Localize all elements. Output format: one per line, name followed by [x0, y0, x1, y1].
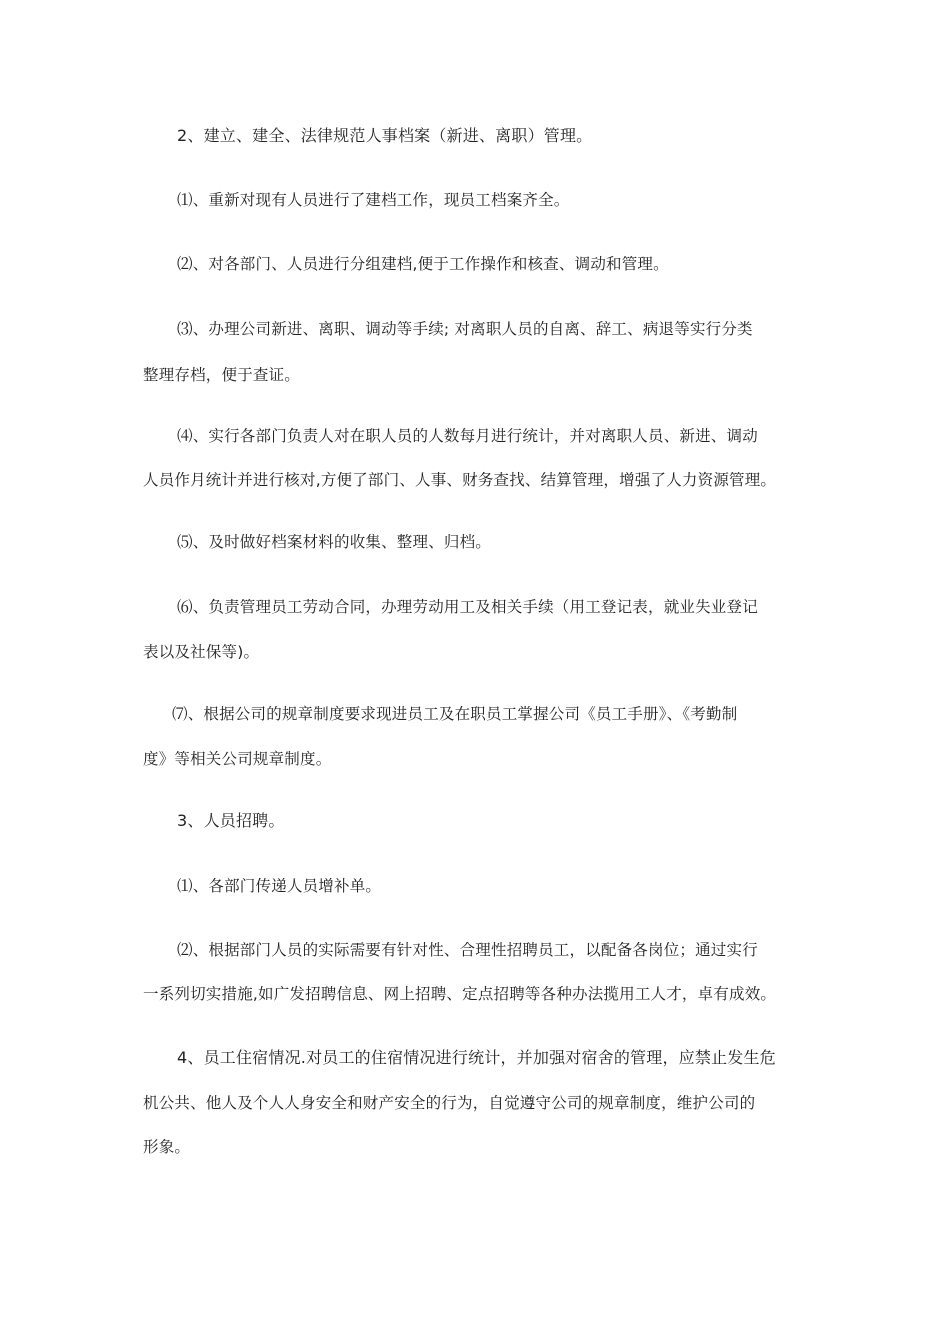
section-3-item-1: ⑴、各部门传递人员增补单。 [177, 877, 382, 895]
section-2-item-3-line-2: 整理存档，便于查证。 [143, 366, 301, 384]
section-2-item-7-line-1: ⑺、根据公司的规章制度要求现进员工及在职员工掌握公司《员工手册》、《考勤制 [172, 705, 738, 723]
section-2-item-4-line-1: ⑷、实行各部门负责人对在职人员的人数每月进行统计，并对离职人员、新进、调动 [177, 427, 758, 445]
section-3-item-2-line-1: ⑵、根据部门人员的实际需要有针对性、合理性招聘员工，以配备各岗位；通过实行 [177, 941, 758, 959]
section-4-line-2: 机公共、他人及个人人身安全和财产安全的行为，自觉遵守公司的规章制度，维护公司的 [143, 1094, 756, 1112]
section-3-item-2-line-2: 一系列切实措施,如广发招聘信息、网上招聘、定点招聘等各种办法揽用工人才，卓有成效。 [143, 985, 777, 1003]
section-2-item-3-line-1: ⑶、办理公司新进、离职、调动等手续; 对离职人员的自离、辞工、病退等实行分类 [177, 320, 753, 338]
section-2-item-6-line-2: 表以及社保等)。 [143, 643, 260, 661]
section-4-line-3: 形象。 [143, 1138, 191, 1156]
section-2-heading: 2、建立、建全、法律规范人事档案（新进、离职）管理。 [177, 126, 593, 145]
section-2-item-7-line-2: 度》等相关公司规章制度。 [143, 750, 332, 768]
section-2-item-1: ⑴、重新对现有人员进行了建档工作，现员工档案齐全。 [177, 191, 570, 209]
section-2-item-2: ⑵、对各部门、人员进行分组建档,便于工作操作和核查、调动和管理。 [177, 255, 669, 273]
section-2-item-4-line-2: 人员作月统计并进行核对,方便了部门、人事、财务查找、结算管理，增强了人力资源管理。 [143, 471, 777, 489]
section-3-heading: 3、人员招聘。 [177, 811, 285, 830]
section-2-item-6-line-1: ⑹、负责管理员工劳动合同，办理劳动用工及相关手续（用工登记表，就业失业登记 [177, 598, 758, 616]
section-4-line-1: 4、员工住宿情况.对员工的住宿情况进行统计，并加强对宿舍的管理，应禁止发生危 [177, 1048, 776, 1067]
section-2-item-5: ⑸、及时做好档案材料的收集、整理、归档。 [177, 533, 492, 551]
